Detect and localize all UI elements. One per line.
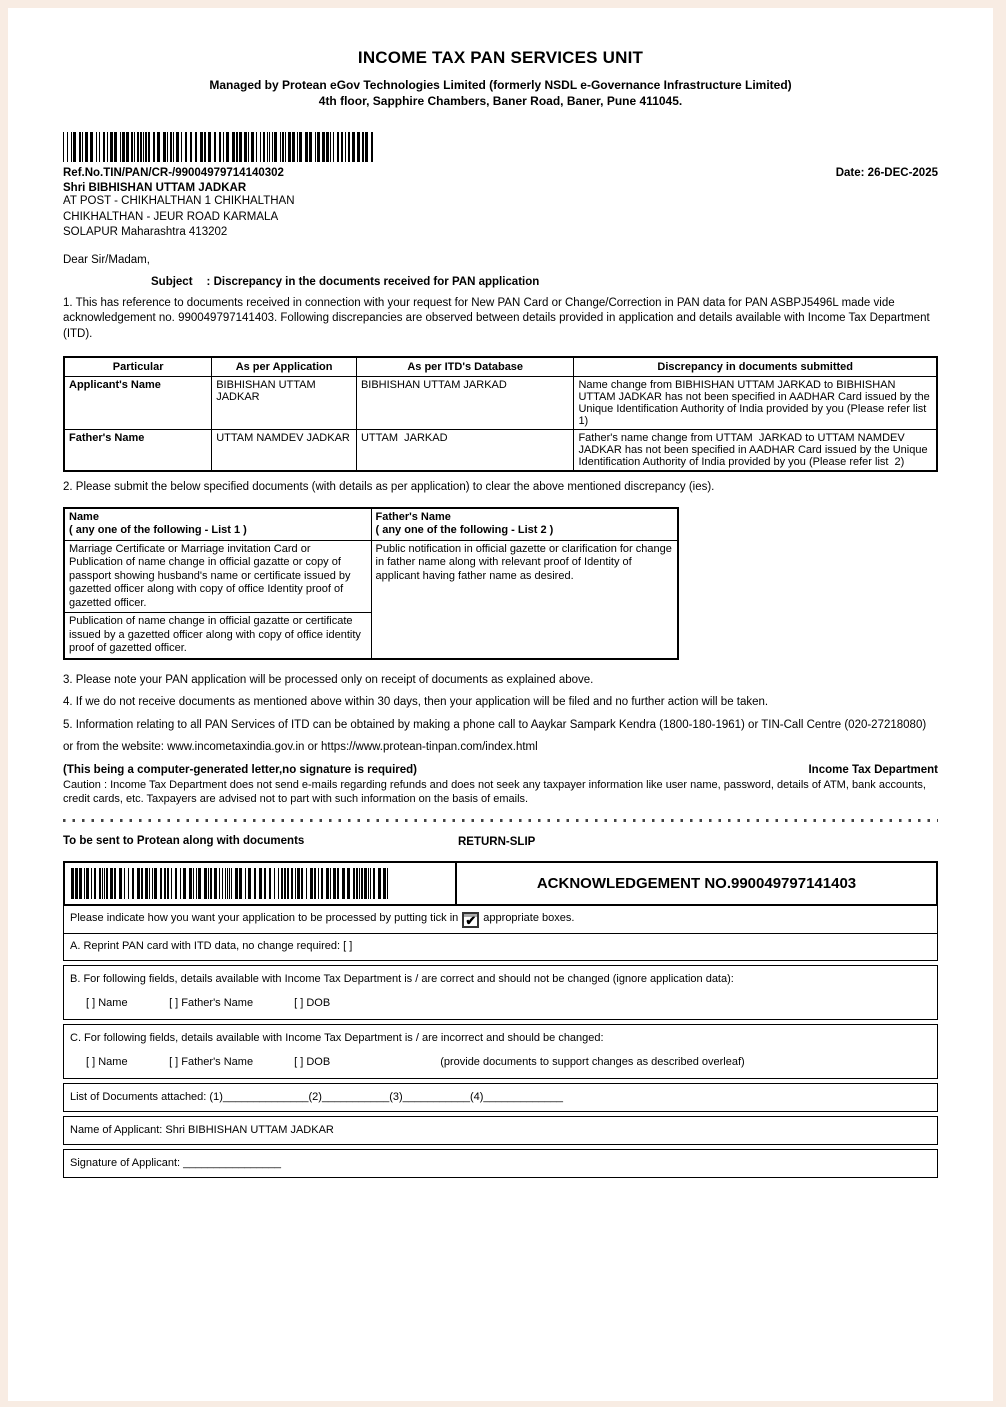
reference-row <box>63 167 938 179</box>
acknowledgement-number: ACKNOWLEDGEMENT NO.990049797141403 <box>536 874 857 892</box>
list1-header-sub: ( any one of the following - List 1 ) <box>69 524 247 536</box>
letterhead-subtitle <box>63 77 938 109</box>
documents-table-row <box>64 540 678 613</box>
discrepancy-table <box>63 356 938 472</box>
cell-discrepancy: Name change from BIBHISHAN UTTAM JARKAD to BIBHISHAN UTTAM JADKAR has not been specified in AADHAR Card issued by the Unique Identification Authority of India provided by you (Please refer list 1) <box>574 377 937 430</box>
subject-line <box>63 276 938 288</box>
addressee-address-line1: AT POST - CHIKHALTHAN 1 CHIKHALTHAN <box>63 195 295 207</box>
table-row <box>64 430 937 472</box>
return-slip-title: RETURN-SLIP <box>458 835 536 848</box>
cell-as-per-application: UTTAM NAMDEV JADKAR <box>212 430 357 472</box>
list2-header-title: Father's Name <box>375 510 451 523</box>
cell-as-per-application: BIBHISHAN UTTAM JADKAR <box>212 377 357 430</box>
addressee-address-line2: CHIKHALTHAN - JEUR ROAD KARMALA <box>63 210 279 223</box>
tick-instruction-row <box>64 906 937 934</box>
option-c-box <box>63 1024 938 1079</box>
column-header-itd-database: As per ITD's Database <box>356 357 573 377</box>
option-c-fathers-name-checkbox: [ ] Father's Name <box>169 1055 254 1068</box>
documents-attached-box: List of Documents attached: (1)______________(2)___________(3)___________(4)_____________ <box>63 1083 938 1112</box>
option-c-name-checkbox: [ ] Name <box>86 1055 128 1068</box>
list1-header <box>64 508 371 541</box>
cell-particular: Applicant's Name <box>64 377 212 430</box>
subject-label: Subject <box>151 275 193 288</box>
option-b-dob-checkbox: [ ] DOB <box>294 996 331 1009</box>
subject-text: : Discrepancy in the documents received for PAN application <box>206 275 540 288</box>
option-b-box <box>63 965 938 1020</box>
option-c-note: (provide documents to support changes as described overleaf) <box>440 1055 745 1068</box>
paragraph-4: 4. If we do not receive documents as mentioned above within 30 days, then your application will be filed and no further action will be taken. <box>63 696 769 708</box>
addressee-address-line3: SOLAPUR Maharashtra 413202 <box>63 226 228 238</box>
option-c-dob-checkbox: [ ] DOB <box>294 1055 331 1068</box>
paragraph-5: 5. Information relating to all PAN Services of ITD can be obtained by making a phone call to Aaykar Sampark Kendra (1800-180-1961) or TIN-Call Centre (020-27218080) <box>63 718 927 731</box>
discrepancy-table-header-row <box>64 357 937 377</box>
return-slip-header <box>63 835 938 851</box>
computer-generated-note: (This being a computer-generated letter,no signature is required) <box>63 763 418 776</box>
tick-note-after: appropriate boxes. <box>483 911 575 924</box>
list2-header-sub: ( any one of the following - List 2 ) <box>375 524 554 536</box>
salutation: Dear Sir/Madam, <box>63 253 150 266</box>
list2-header <box>371 508 678 541</box>
option-b-fields <box>64 985 937 1019</box>
computer-generated-row <box>63 764 938 776</box>
applicant-name-box: Name of Applicant: Shri BIBHISHAN UTTAM JADKAR <box>63 1116 938 1145</box>
list1-item-2: Publication of name change in official gazatte or certificate issued by a gazetted officer along with copy of office identity proof of gazetted officer. <box>64 613 371 659</box>
cell-particular: Father's Name <box>64 430 212 472</box>
paragraph-2: 2. Please submit the below specified documents (with details as per application) to clear the above mentioned discrepancy (ies). <box>63 481 715 493</box>
paragraph-3: 3. Please note your PAN application will be processed only on receipt of documents as explained above. <box>63 673 594 686</box>
dotted-separator <box>63 819 938 822</box>
option-a-row: A. Reprint PAN card with ITD data, no change required: [ ] <box>70 939 353 952</box>
table-row <box>64 377 937 430</box>
list2-item-1: Public notification in official gazette or clarification for change in father name along with relevant proof of Identity of applicant having father name as desired. <box>371 540 678 659</box>
barcode-return-slip <box>71 868 393 899</box>
documents-table-header-row <box>64 508 678 541</box>
send-to-protean-note: To be sent to Protean along with documents <box>63 834 305 847</box>
cell-as-per-itd: UTTAM JARKAD <box>356 430 573 472</box>
option-b-header: B. For following fields, details available with Income Tax Department is / are correct and should not be changed (ignore application data): <box>70 972 734 985</box>
letter-date: Date: 26-DEC-2025 <box>835 167 938 179</box>
letterhead <box>63 48 938 109</box>
signature-box: Signature of Applicant: ________________ <box>63 1149 938 1178</box>
option-c-fields <box>64 1044 937 1078</box>
acknowledgement-box <box>63 861 938 906</box>
option-b-fathers-name-checkbox: [ ] Father's Name <box>169 996 254 1009</box>
list1-header-title: Name <box>69 510 99 523</box>
barcode-top <box>63 132 376 162</box>
tick-instruction-box <box>63 906 938 961</box>
addressee-name: Shri BIBHISHAN UTTAM JADKAR <box>63 182 247 194</box>
column-header-application: As per Application <box>212 357 357 377</box>
cell-as-per-itd: BIBHISHAN UTTAM JARKAD <box>356 377 573 430</box>
paragraph-1: 1. This has reference to documents received in connection with your request for New PAN Card or Change/Correction in PAN data for PAN ASBPJ5496L made vide acknowledgement no. 990049797141403. Following discrepancies are observed between details provided in application and details available with Income Tax Department (ITD). <box>63 296 930 340</box>
list1-item-1: Marriage Certificate or Marriage invitation Card or Publication of name change in official gazatte or copy of passport showing husband's name or certificate issued by gazetted officer along with copy of office Identity proof of gazetted officer. <box>64 540 371 613</box>
cell-discrepancy: Father's name change from UTTAM JARKAD to UTTAM NAMDEV JADKAR has not been specified in AADHAR Card issued by the Unique Identification Authority of India provided by you (Please refer list 2) <box>574 430 937 472</box>
barcode-cell <box>65 863 457 904</box>
paragraph-5-website: or from the website: www.incometaxindia.gov.in or https://www.protean-tinpan.com/index.html <box>63 741 538 753</box>
documents-list-table <box>63 507 679 660</box>
column-header-particular: Particular <box>64 357 212 377</box>
checked-checkbox-icon: ✔ <box>462 912 479 928</box>
caution-text: Caution : Income Tax Department does not send e-mails regarding refunds and does not seek any taxpayer information like user name, password, details of ATM, bank accounts, credit cards, etc. Taxpayers are advised not to part with such information on the basis of emails. <box>63 778 926 805</box>
option-c-header: C. For following fields, details available with Income Tax Department is / are incorrect and should be changed: <box>70 1031 604 1044</box>
letter-document <box>8 8 993 1401</box>
page-title: INCOME TAX PAN SERVICES UNIT <box>357 48 644 67</box>
reference-number: Ref.No.TIN/PAN/CR-/99004979714140302 <box>63 167 284 179</box>
column-header-discrepancy: Discrepancy in documents submitted <box>574 357 937 377</box>
address-line: 4th floor, Sapphire Chambers, Baner Road, Baner, Pune 411045. <box>318 94 683 108</box>
department-signature: Income Tax Department <box>808 763 938 776</box>
managed-by-line: Managed by Protean eGov Technologies Limited (formerly NSDL e-Governance Infrastructure Limited) <box>209 78 792 92</box>
option-b-name-checkbox: [ ] Name <box>86 996 128 1009</box>
tick-note-before: Please indicate how you want your application to be processed by putting tick in <box>70 911 459 924</box>
